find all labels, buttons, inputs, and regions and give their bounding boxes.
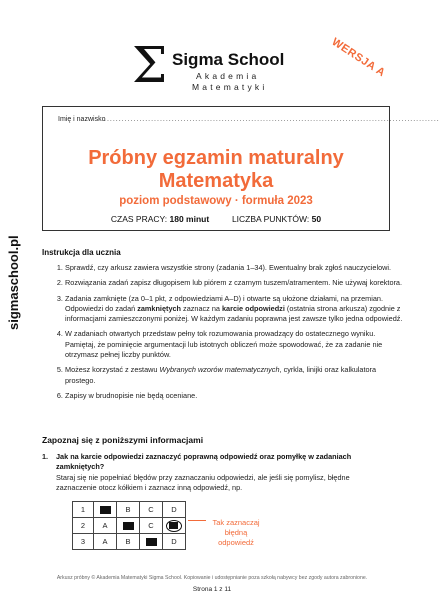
table-row bbox=[73, 534, 186, 550]
question-title: Jak na karcie odpowiedzi zaznaczyć poprawną odpowiedź oraz pomyłkę w zadaniach zamkniętych? bbox=[56, 452, 352, 472]
table-row bbox=[73, 518, 186, 534]
answer-cell: B bbox=[117, 534, 140, 550]
answer-cell bbox=[163, 518, 186, 534]
list-item: 2. Rozwiązania zadań zapisz długopisem lub piórem z czarnym tuszem/atramentem. Nie używaj korektora. bbox=[65, 278, 405, 288]
side-website-text: sigmaschool.pl bbox=[6, 235, 21, 330]
list-item: 6. Zapisy w brudnopisie nie będą oceniane. bbox=[65, 391, 405, 401]
logo-subtitle-2: Matematyki bbox=[192, 82, 268, 92]
row-number: 1 bbox=[73, 502, 94, 518]
exam-level: poziom podstawowy · formuła 2023 bbox=[119, 195, 313, 207]
filled-mark-icon bbox=[123, 522, 134, 530]
answer-cell: D bbox=[163, 534, 186, 550]
row-number: 3 bbox=[73, 534, 94, 550]
circled-mark-icon bbox=[166, 520, 182, 532]
version-label: WERSJA A bbox=[329, 36, 388, 80]
answer-cell bbox=[94, 502, 117, 518]
answer-cell: A bbox=[94, 518, 117, 534]
list-item: 3. Zadania zamknięte (za 0–1 pkt, z odpowiedziami A–D) i otwarte są ułożone działami, na przemian. Odpowiedzi do zadań zamkniętych zaznacz na karcie odpowiedzi (ostatnia strona arkusza) zgodnie z informacjami zamieszczonymi poniżej. W każdym zadaniu poprawna jest zawsze tylko jedna odpowiedź. bbox=[65, 294, 405, 325]
exam-info-row bbox=[42, 214, 390, 224]
points-value: 50 bbox=[311, 214, 322, 224]
time-value: 180 minut bbox=[169, 214, 210, 224]
logo-name: Sigma School bbox=[172, 50, 285, 69]
copyright-footer: Arkusz próbny © Akademia Matematyki Sigma School. Kopiowanie i udostępnianie poza szkołą nabywcy bez zgody autora zabronione. bbox=[56, 575, 368, 581]
info-heading: Zapoznaj się z poniższymi informacjami bbox=[42, 435, 204, 445]
callout-line bbox=[188, 520, 206, 521]
name-field[interactable]: .................................................................................................................. bbox=[104, 116, 440, 123]
callout-text: Tak zaznaczaj błędną odpowiedź bbox=[212, 518, 260, 547]
table-row bbox=[73, 502, 186, 518]
name-label: Imię i nazwisko bbox=[58, 116, 106, 123]
points-label: LICZBA PUNKTÓW: bbox=[231, 214, 310, 224]
list-item: 4. W zadaniach otwartych przedstaw pełny tok rozumowania prowadzący do ostatecznego wyniku. Pamiętaj, że pominięcie argumentacji lub istotnych obliczeń może spowodować, że za zadanie nie otrzymasz pełnej liczby punktów. bbox=[65, 329, 405, 360]
exam-title: Próbny egzamin maturalny bbox=[88, 147, 344, 169]
list-item: 5. Możesz korzystać z zestawu Wybranych wzorów matematycznych, cyrkla, linijki oraz kalkulatora prostego. bbox=[65, 365, 405, 386]
list-item: 1. Sprawdź, czy arkusz zawiera wszystkie strony (zadania 1–34). Ewentualny brak zgłoś nauczycielowi. bbox=[65, 263, 405, 273]
answer-cell bbox=[117, 518, 140, 534]
answer-cell: D bbox=[163, 502, 186, 518]
time-label: CZAS PRACY: bbox=[110, 214, 168, 224]
sigma-logo-icon: Σ bbox=[132, 36, 168, 94]
filled-mark-icon bbox=[100, 506, 111, 514]
question-number: 1. bbox=[42, 452, 49, 461]
answer-cell: C bbox=[140, 502, 163, 518]
answer-cell: A bbox=[94, 534, 117, 550]
answer-cell bbox=[140, 534, 163, 550]
instructions-heading: Instrukcja dla ucznia bbox=[42, 248, 121, 257]
answer-cell: B bbox=[117, 502, 140, 518]
answer-cell: C bbox=[140, 518, 163, 534]
instructions-list bbox=[42, 263, 405, 406]
page-number: Strona 1 z 11 bbox=[192, 586, 232, 593]
logo-subtitle-1: Akademia bbox=[196, 71, 260, 81]
question-description: Staraj się nie popełniać błędów przy zaznaczaniu odpowiedzi, ale jeśli się pomylisz, błędne zaznaczenie otocz kółkiem i zaznacz inną odpowiedź, np. bbox=[56, 473, 350, 493]
exam-subject: Matematyka bbox=[158, 170, 274, 192]
answer-example-table bbox=[72, 501, 186, 550]
filled-mark-icon bbox=[146, 538, 157, 546]
row-number: 2 bbox=[73, 518, 94, 534]
